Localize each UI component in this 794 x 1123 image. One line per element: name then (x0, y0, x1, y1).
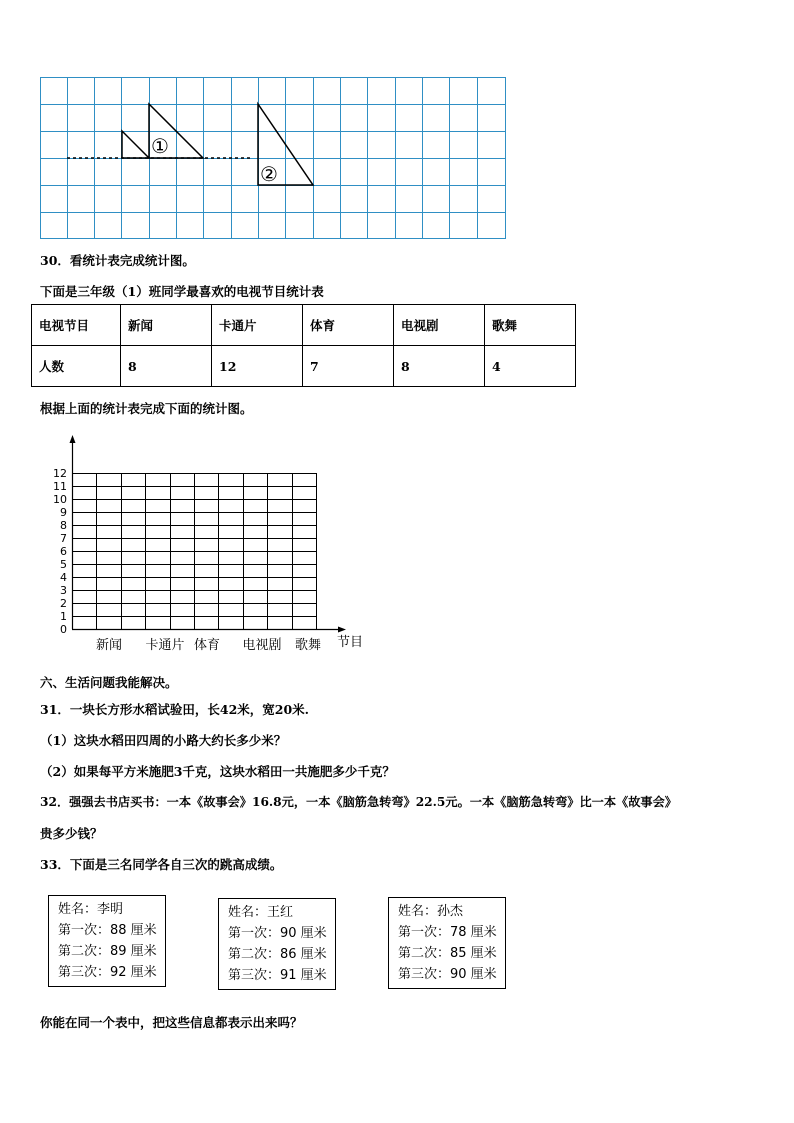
triangle-1-label: ① (151, 134, 169, 158)
x-category-label: 体育 (193, 638, 221, 653)
q32-line1: 32．强强去书店买书：一本《故事会》16.8元，一本《脑筋急转弯》22.5元。一本《脑筋急转弯》比一本《故事会》 (40, 795, 677, 809)
attempt-2: 第二次：89 厘米 (58, 944, 157, 959)
table-cell: 4 (485, 346, 576, 387)
attempt-1: 第一次：88 厘米 (58, 923, 157, 938)
y-tick-label: 8 (60, 519, 67, 532)
table-row (32, 346, 576, 387)
student-name: 姓名：孙杰 (398, 904, 464, 919)
table-cell: 人数 (32, 346, 121, 387)
attempt-1: 第一次：90 厘米 (228, 926, 327, 941)
table-cell: 8 (394, 346, 485, 387)
y-tick-label: 2 (60, 597, 67, 610)
q30-title: 30．看统计表完成统计图。 (40, 253, 195, 268)
chart-grid (72, 473, 317, 630)
table-cell: 12 (212, 346, 303, 387)
table-cell: 体育 (303, 305, 394, 346)
y-tick-label: 1 (60, 610, 67, 623)
y-tick-label: 11 (53, 480, 67, 493)
x-category-label: 卡通片 (145, 638, 185, 653)
x-axis-arrow (338, 627, 346, 633)
score-card-li-ming (48, 895, 166, 987)
y-tick-label: 7 (60, 532, 67, 545)
q33-title: 33．下面是三名同学各自三次的跳高成绩。 (40, 857, 283, 872)
y-tick-label: 10 (53, 493, 67, 506)
q31-part2: （2）如果每平方米施肥3千克，这块水稻田一共施肥多少千克？ (40, 764, 395, 779)
table-cell: 电视剧 (394, 305, 485, 346)
chart-axes (70, 435, 347, 633)
y-tick-label: 9 (60, 506, 67, 519)
y-tick-labels (53, 467, 67, 636)
table-cell: 电视节目 (32, 305, 121, 346)
score-card-sun-jie (388, 897, 506, 989)
small-triangle (122, 131, 149, 158)
y-tick-label: 5 (60, 558, 67, 571)
tv-program-stats-table (31, 304, 576, 387)
attempt-1: 第一次：78 厘米 (398, 925, 497, 940)
student-name: 姓名：王红 (228, 905, 294, 920)
table-cell: 歌舞 (485, 305, 576, 346)
q33-question: 你能在同一个表中，把这些信息都表示出来吗？ (40, 1015, 303, 1030)
q31-part1: （1）这块水稻田四周的小路大约长多少米？ (40, 733, 287, 748)
x-category-labels (96, 637, 321, 653)
blank-bar-chart[interactable] (40, 433, 380, 658)
attempt-3: 第三次：92 厘米 (58, 965, 157, 980)
table-cell: 卡通片 (212, 305, 303, 346)
attempt-2: 第二次：85 厘米 (398, 946, 497, 961)
x-category-label: 新闻 (95, 638, 123, 653)
x-axis-label: 节目 (337, 635, 364, 650)
y-tick-label: 12 (53, 467, 67, 480)
table-header-row (32, 305, 576, 346)
chart-instruction: 根据上面的统计表完成下面的统计图。 (40, 401, 253, 416)
triangle-grid-figure (40, 77, 506, 241)
attempt-3: 第三次：91 厘米 (228, 968, 327, 983)
q32-line2: 贵多少钱？ (40, 826, 103, 841)
table-cell: 新闻 (121, 305, 212, 346)
y-tick-label: 4 (60, 571, 67, 584)
table-cell: 8 (121, 346, 212, 387)
score-card-wang-hong (218, 898, 336, 990)
student-name: 姓名：李明 (58, 902, 124, 917)
y-tick-label: 3 (60, 584, 67, 597)
y-tick-label: 0 (60, 623, 67, 636)
table-caption: 下面是三年级（1）班同学最喜欢的电视节目统计表 (40, 284, 324, 299)
y-axis-arrow (70, 435, 76, 443)
y-tick-label: 6 (60, 545, 67, 558)
triangle-2-label: ② (260, 162, 278, 186)
section-6-title: 六、生活问题我能解决。 (40, 675, 178, 690)
q31-title: 31．一块长方形水稻试验田，长42米，宽20米. (40, 702, 310, 717)
x-category-label: 电视剧 (242, 638, 282, 653)
table-cell: 7 (303, 346, 394, 387)
attempt-2: 第二次：86 厘米 (228, 947, 327, 962)
attempt-3: 第三次：90 厘米 (398, 967, 497, 982)
x-category-label: 歌舞 (294, 638, 322, 653)
